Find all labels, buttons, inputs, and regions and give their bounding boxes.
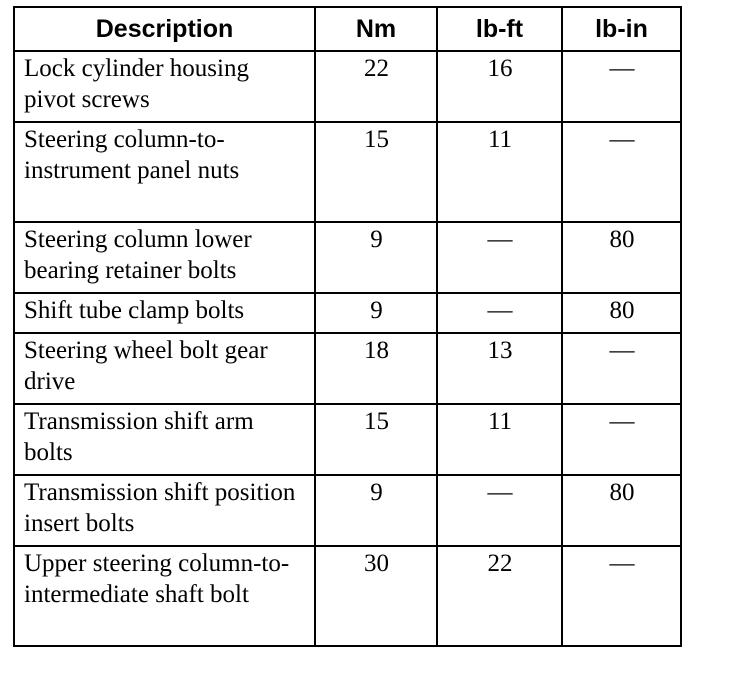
- table-row: [14, 475, 681, 546]
- torque-specifications-table: [13, 6, 682, 647]
- lb-ft-cell: 16: [437, 51, 562, 122]
- lb-ft-cell: 22: [437, 546, 562, 646]
- lb-in-cell: —: [562, 122, 681, 222]
- nm-cell: 30: [315, 546, 437, 646]
- table-row: [14, 404, 681, 475]
- column-header-description: Description: [14, 7, 315, 51]
- lb-in-cell: —: [562, 546, 681, 646]
- table-row: [14, 293, 681, 333]
- table-header-row: [14, 7, 681, 51]
- table-row: [14, 122, 681, 222]
- lb-ft-cell: 11: [437, 404, 562, 475]
- table-row: [14, 51, 681, 122]
- description-cell: Lock cylinder housing pivot screws: [14, 51, 315, 122]
- table-row: [14, 333, 681, 404]
- description-cell: Steering wheel bolt gear drive: [14, 333, 315, 404]
- nm-cell: 9: [315, 475, 437, 546]
- lb-ft-cell: 11: [437, 122, 562, 222]
- lb-ft-cell: —: [437, 293, 562, 333]
- lb-in-cell: —: [562, 51, 681, 122]
- table-row: [14, 222, 681, 293]
- nm-cell: 15: [315, 122, 437, 222]
- column-header-lb-in: lb-in: [562, 7, 681, 51]
- description-cell: Transmission shift arm bolts: [14, 404, 315, 475]
- lb-in-cell: —: [562, 333, 681, 404]
- lb-in-cell: 80: [562, 293, 681, 333]
- lb-in-cell: —: [562, 404, 681, 475]
- column-header-lb-ft: lb-ft: [437, 7, 562, 51]
- lb-ft-cell: —: [437, 475, 562, 546]
- nm-cell: 9: [315, 222, 437, 293]
- description-cell: Transmission shift position insert bolts: [14, 475, 315, 546]
- nm-cell: 9: [315, 293, 437, 333]
- description-cell: Steering column-to-instrument panel nuts: [14, 122, 315, 222]
- description-cell: Steering column lower bearing retainer bolts: [14, 222, 315, 293]
- lb-in-cell: 80: [562, 222, 681, 293]
- lb-ft-cell: —: [437, 222, 562, 293]
- column-header-nm: Nm: [315, 7, 437, 51]
- description-cell: Upper steering column-to-intermediate shaft bolt: [14, 546, 315, 646]
- table-row: [14, 546, 681, 646]
- nm-cell: 22: [315, 51, 437, 122]
- lb-ft-cell: 13: [437, 333, 562, 404]
- nm-cell: 18: [315, 333, 437, 404]
- description-cell: Shift tube clamp bolts: [14, 293, 315, 333]
- lb-in-cell: 80: [562, 475, 681, 546]
- nm-cell: 15: [315, 404, 437, 475]
